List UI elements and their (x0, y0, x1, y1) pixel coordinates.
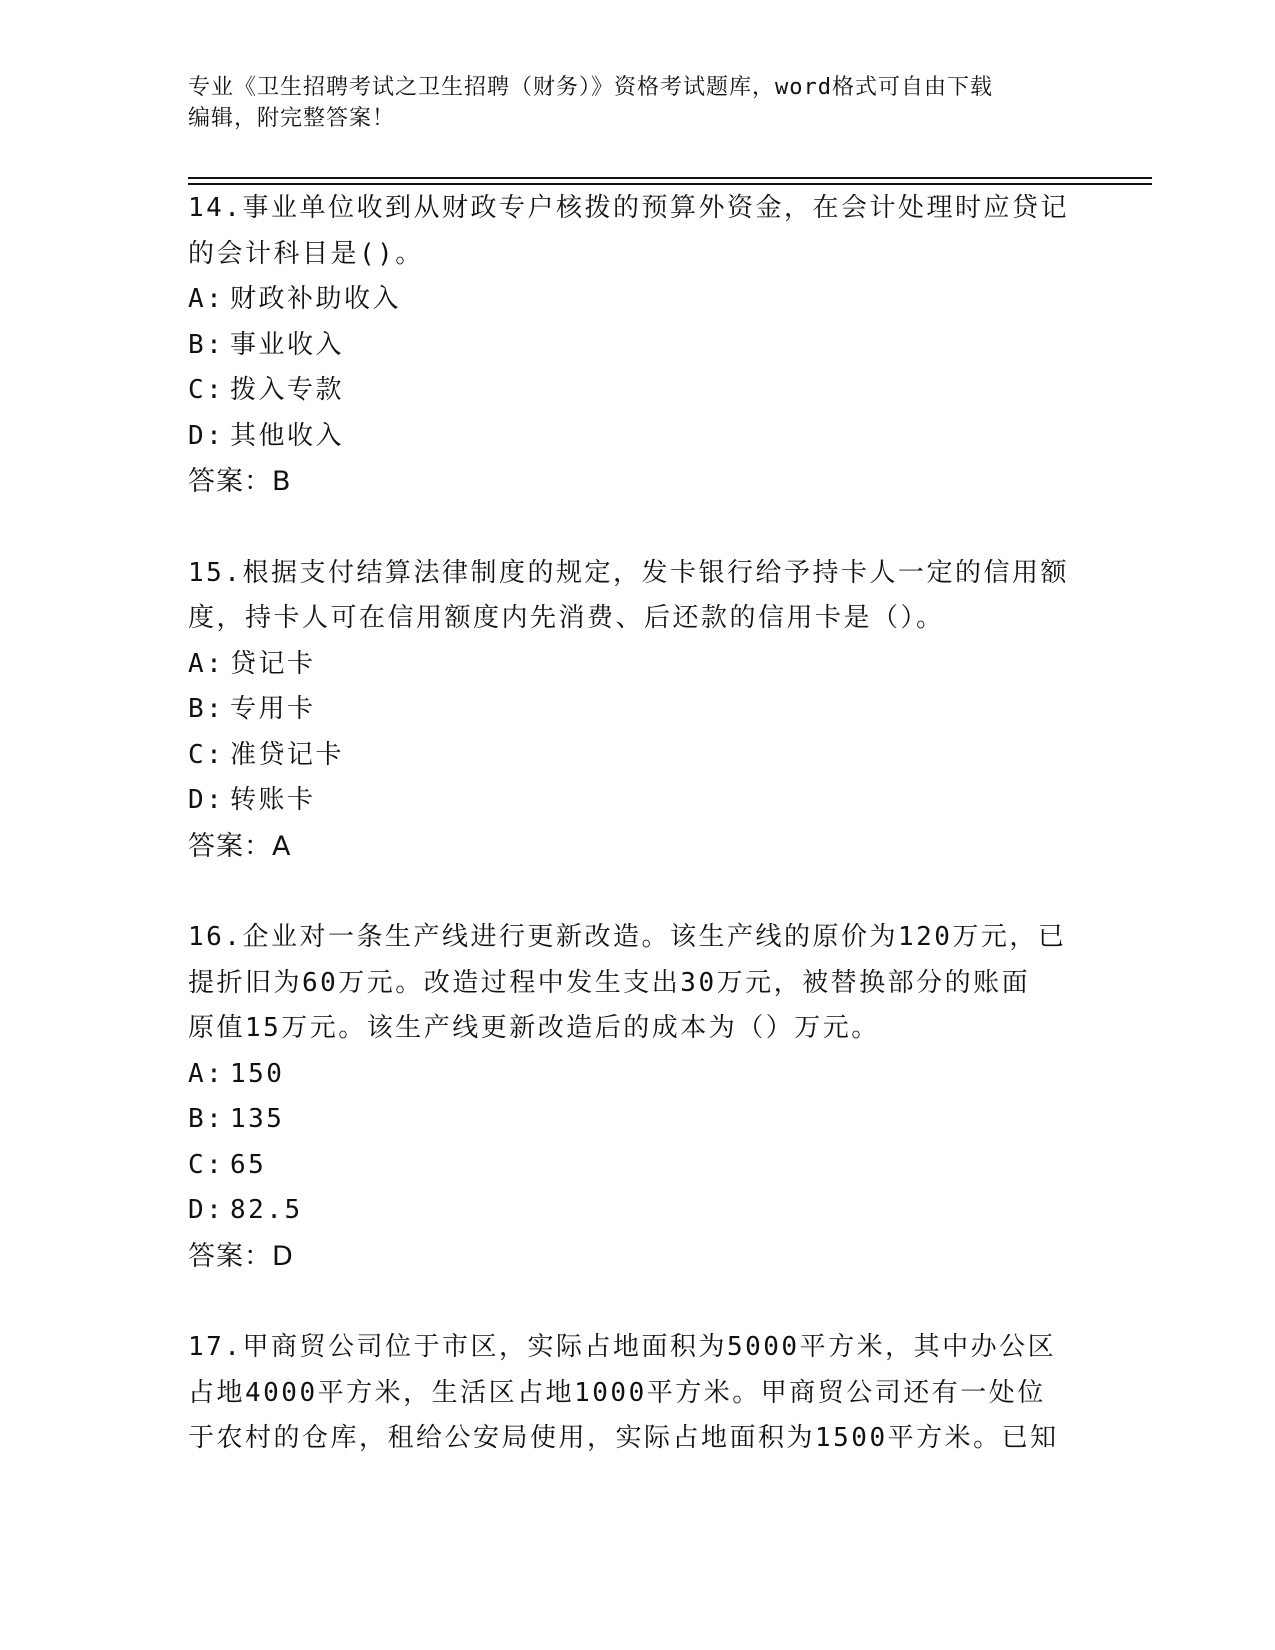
answer-option (188, 414, 1108, 460)
answer-line: 答案：B (188, 466, 292, 497)
question-stem-line: 14.事业单位收到从财政专户核拨的预算外资金，在会计处理时应贷记 (188, 193, 1069, 223)
question-stem-line: 17.甲商贸公司位于市区，实际占地面积为5000平方米，其中办公区 (188, 1332, 1057, 1362)
option-text: 转账卡 (230, 785, 316, 815)
answer-option (188, 323, 1108, 369)
answer-line: 答案：A (188, 830, 292, 862)
answer-option (188, 733, 1108, 779)
answer-option (188, 687, 1108, 733)
option-text: 准贷记卡 (230, 739, 345, 770)
question-stem-line: 15.根据支付结算法律制度的规定，发卡银行给予持卡人一定的信用额 (188, 557, 1069, 588)
option-text: 65 (230, 1149, 267, 1180)
question-stem-line: 原值15万元。该生产线更新改造后的成本为（）万元。 (188, 1013, 880, 1043)
question-block (188, 915, 1108, 1279)
option-text: 135 (230, 1104, 285, 1134)
option-key: D: (188, 420, 225, 451)
option-text: 贷记卡 (230, 648, 316, 679)
option-key: B: (188, 1104, 225, 1134)
option-text: 财政补助收入 (230, 284, 402, 314)
answer-option (188, 1052, 1108, 1098)
option-key: D: (188, 1195, 225, 1225)
question-stem-line: 16.企业对一条生产线进行更新改造。该生产线的原价为120万元，已 (188, 922, 1067, 952)
header-rule-top (188, 177, 1152, 179)
answer-option (188, 1188, 1108, 1234)
option-key: B: (188, 329, 225, 360)
option-key: A: (188, 648, 225, 679)
question-block (188, 551, 1108, 870)
option-key: C: (188, 375, 225, 405)
option-key: D: (188, 785, 225, 815)
question-block (188, 186, 1108, 505)
answer-option (188, 368, 1108, 414)
option-text: 事业收入 (230, 329, 345, 360)
document-header (188, 72, 1068, 134)
option-key: A: (188, 284, 225, 314)
header-rule-bottom (188, 183, 1152, 185)
question-block (188, 1325, 1108, 1462)
answer-option (188, 642, 1108, 688)
question-stem-line: 的会计科目是()。 (188, 238, 424, 269)
answer-option (188, 1143, 1108, 1189)
question-stem-line: 度，持卡人可在信用额度内先消费、后还款的信用卡是（）。 (188, 603, 945, 633)
answer-option (188, 277, 1108, 323)
header-line-2: 编辑，附完整答案！ (188, 106, 396, 131)
option-text: 82.5 (230, 1195, 303, 1225)
header-line-1: 专业《卫生招聘考试之卫生招聘（财务）》资格考试题库，word格式可自由下载 (188, 75, 993, 100)
option-key: C: (188, 739, 225, 770)
option-text: 其他收入 (230, 420, 345, 451)
question-stem-line: 占地4000平方米，生活区占地1000平方米。甲商贸公司还有一处位 (188, 1377, 1046, 1408)
option-text: 拨入专款 (230, 375, 345, 405)
question-stem-line: 于农村的仓库，租给公安局使用，实际占地面积为1500平方米。已知 (188, 1423, 1059, 1453)
question-stem-line: 提折旧为60万元。改造过程中发生支出30万元，被替换部分的账面 (188, 967, 1031, 998)
option-key: A: (188, 1058, 225, 1089)
question-list (188, 186, 1108, 1508)
option-key: C: (188, 1149, 225, 1180)
option-text: 150 (230, 1058, 285, 1089)
answer-option (188, 1097, 1108, 1143)
option-key: B: (188, 694, 225, 724)
option-text: 专用卡 (230, 694, 316, 724)
answer-line: 答案：D (188, 1240, 294, 1272)
answer-option (188, 778, 1108, 824)
